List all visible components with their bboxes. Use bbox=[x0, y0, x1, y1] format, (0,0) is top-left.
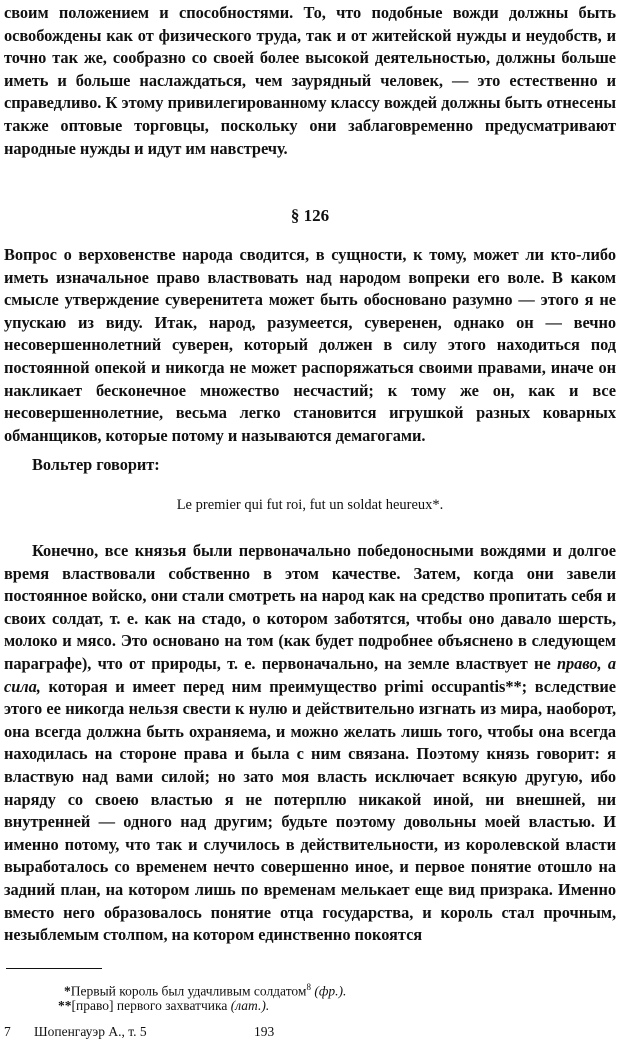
footnote-1-text: Первый король был удачливым солдатом bbox=[70, 983, 307, 999]
section-heading: § 126 bbox=[290, 206, 330, 225]
voltaire-quote: Le premier qui fut roi, fut un soldat heureux*. bbox=[176, 497, 444, 513]
footnote-1-mark: * bbox=[64, 983, 71, 999]
footnote-1-sup: 8 bbox=[306, 982, 311, 992]
footnote-2 bbox=[58, 997, 269, 1015]
footnote-2-lang: (лат.). bbox=[227, 998, 270, 1013]
footnote-1-lang: (фр.). bbox=[310, 983, 347, 999]
signature-mark: 7 bbox=[4, 1024, 11, 1039]
top-paragraph: своим положением и способностями. То, что подобные вожди должны быть освобождены как от физического труда, так и от житейской нужды и неудобств, и точно так же, сообразно со своей более высокой деятельностью, должны больше иметь и больше наслаждаться, чем заурядный человек, — это естественно и справедливо. К этому привилегированному классу вождей должны быть отнесены также оптовые торговцы, поскольку они заблаговременно предусматривают народные нужды и идут им навстречу. bbox=[4, 3, 616, 158]
footnote-divider bbox=[6, 968, 102, 969]
paragraph-princes-italic: право, а сила, bbox=[4, 653, 616, 696]
paragraph-sovereignty: Вопрос о верховенстве народа сводится, в сущности, к тому, может ли кто-либо иметь изначальное право властвовать над народом вопреки его воле. В каком смысле утверждение суверенитета может быть обосновано разумно — этого я не упускаю из виду. Итак, народ, разумеется, суверенен, однако он — вечно несовершеннолетний суверен, который должен в силу этого находиться под постоянной опекой и никогда не может распоряжаться своими правами, иначе он накликает бесконечное множество несчастий; к тому же он, как и все несовершеннолетние, весьма легко становится игрушкой разных коварных обманщиков, которые потому и называются демагогами. bbox=[4, 245, 616, 445]
author-volume: Шопенгауэр А., т. 5 bbox=[34, 1024, 147, 1039]
voltaire-intro: Вольтер говорит: bbox=[32, 455, 160, 474]
page-number: 193 bbox=[254, 1024, 275, 1039]
footnote-2-text: [право] первого захватчика bbox=[71, 998, 228, 1013]
paragraph-princes bbox=[4, 540, 616, 947]
footnote-2-mark: ** bbox=[58, 998, 72, 1013]
paragraph-princes-part2: которая и имеет перед ним преимущество primi occupantis**; вследствие этого ее никогда нельзя свести к нулю и действительно изгнать из мира, наоборот, она всегда должна быть охраняема, и можно желать лишь того, чтобы она всегда находилась на стороне права и была с ним связана. Поэтому князь говорит: я властвую над вами силой; но зато моя власть исключает всякую другую, ибо наряду со своею властью я не потерплю никакой иной, ни внешней, ни внутренней — одного над другим; будьте поэтому довольны моей властью. И именно потому, что так и случилось в действительности, из королевской власти выработалось со временем нечто совершенно иное, и первое понятие отошло на задний план, на котором лишь по временам мелькает еще вид призрака. Именно вместо него образовалось понятие отца государства, и король стал прочным, незыблемым столпом, на котором единственно покоятся bbox=[4, 676, 616, 945]
paragraph-princes-part1: Конечно, все князья были первоначально победоносными вождями и долгое время властвовали собственно в этом качестве. Затем, когда они завели постоянное войско, они стали смотреть на народ как на средство пропитать себя и своих солдат, т. е. как на стадо, о котором заботятся, чтобы оно давало шерсть, молоко и мясо. Это основано на том (как будет подробнее объяснено в следующем параграфе), что от природы, т. е. первоначально, на земле властвует не bbox=[4, 541, 616, 673]
